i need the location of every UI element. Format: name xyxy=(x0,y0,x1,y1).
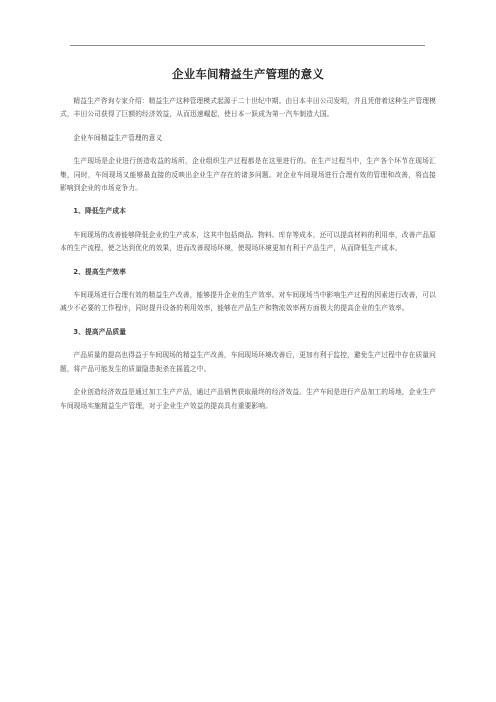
reduce-cost-paragraph: 车间现场的改善能够降低企业的生产成本，这其中包括商品、物料、库存等成本，还可以提高材料的利用率，改善产品原本的生产流程，使之达到优化的效果，进而改善现场环境，使现场环境更加有利于产品生产，从而降低生产成本。 xyxy=(60,230,436,253)
improve-efficiency-paragraph: 车间现场进行合理有效的精益生产改善，能够提升企业的生产效率。对车间现场当中影响生产过程的因素进行改善，可以减少不必要的工作程序，同时提升设备的利用效率，能够在产品生产和物流效率两方面极大的提高企业的生产效率。 xyxy=(60,291,436,313)
improve-quality-paragraph: 产品质量的提高也得益于车间现场的精益生产改善，车间现场环境改善后，更加有利于监控，避免生产过程中存在质量问题，将产品可能发生的质量隐患扼杀在摇篮之中。 xyxy=(60,351,436,373)
section-heading-improve-quality: 3、提高产品质量 xyxy=(73,327,127,336)
document-body xyxy=(60,95,436,423)
conclusion-paragraph: 企业创造经济效益是通过加工生产产品，通过产品销售获取最终的经济效益。生产车间是进行产品加工的场地，企业生产车间现场实施精益生产管理，对于企业生产效益的提高具有重要影响。 xyxy=(60,388,436,410)
document-title: 企业车间精益生产管理的意义 xyxy=(171,67,325,81)
significance-paragraph: 生产现场是企业进行创造收益的场所，企业组织生产过程都是在这里进行的。在生产过程当中，生产各个环节在现场汇集，同时，车间现场又能够最直接的反映出企业生产存在的诸多问题。对企业车间现场进行合理有效的管理和改善，将直接影响到企业的市场竞争力。 xyxy=(60,157,436,193)
section-heading-reduce-cost: 1、降低生产成本 xyxy=(73,207,127,216)
section-heading-improve-efficiency: 2、提高生产效率 xyxy=(73,267,127,276)
intro-paragraph: 精益生产咨询专家介绍：精益生产这种管理模式起源于二十世纪中期。由日本丰田公司发明，并且凭借着这种生产管理模式，丰田公司获得了巨额的经济效益，从而迅速崛起，使日本一跃成为第一汽车制造大国。 xyxy=(60,97,436,119)
section-heading-significance: 企业车间精益生产管理的意义 xyxy=(73,133,163,142)
header-rule xyxy=(70,45,425,46)
